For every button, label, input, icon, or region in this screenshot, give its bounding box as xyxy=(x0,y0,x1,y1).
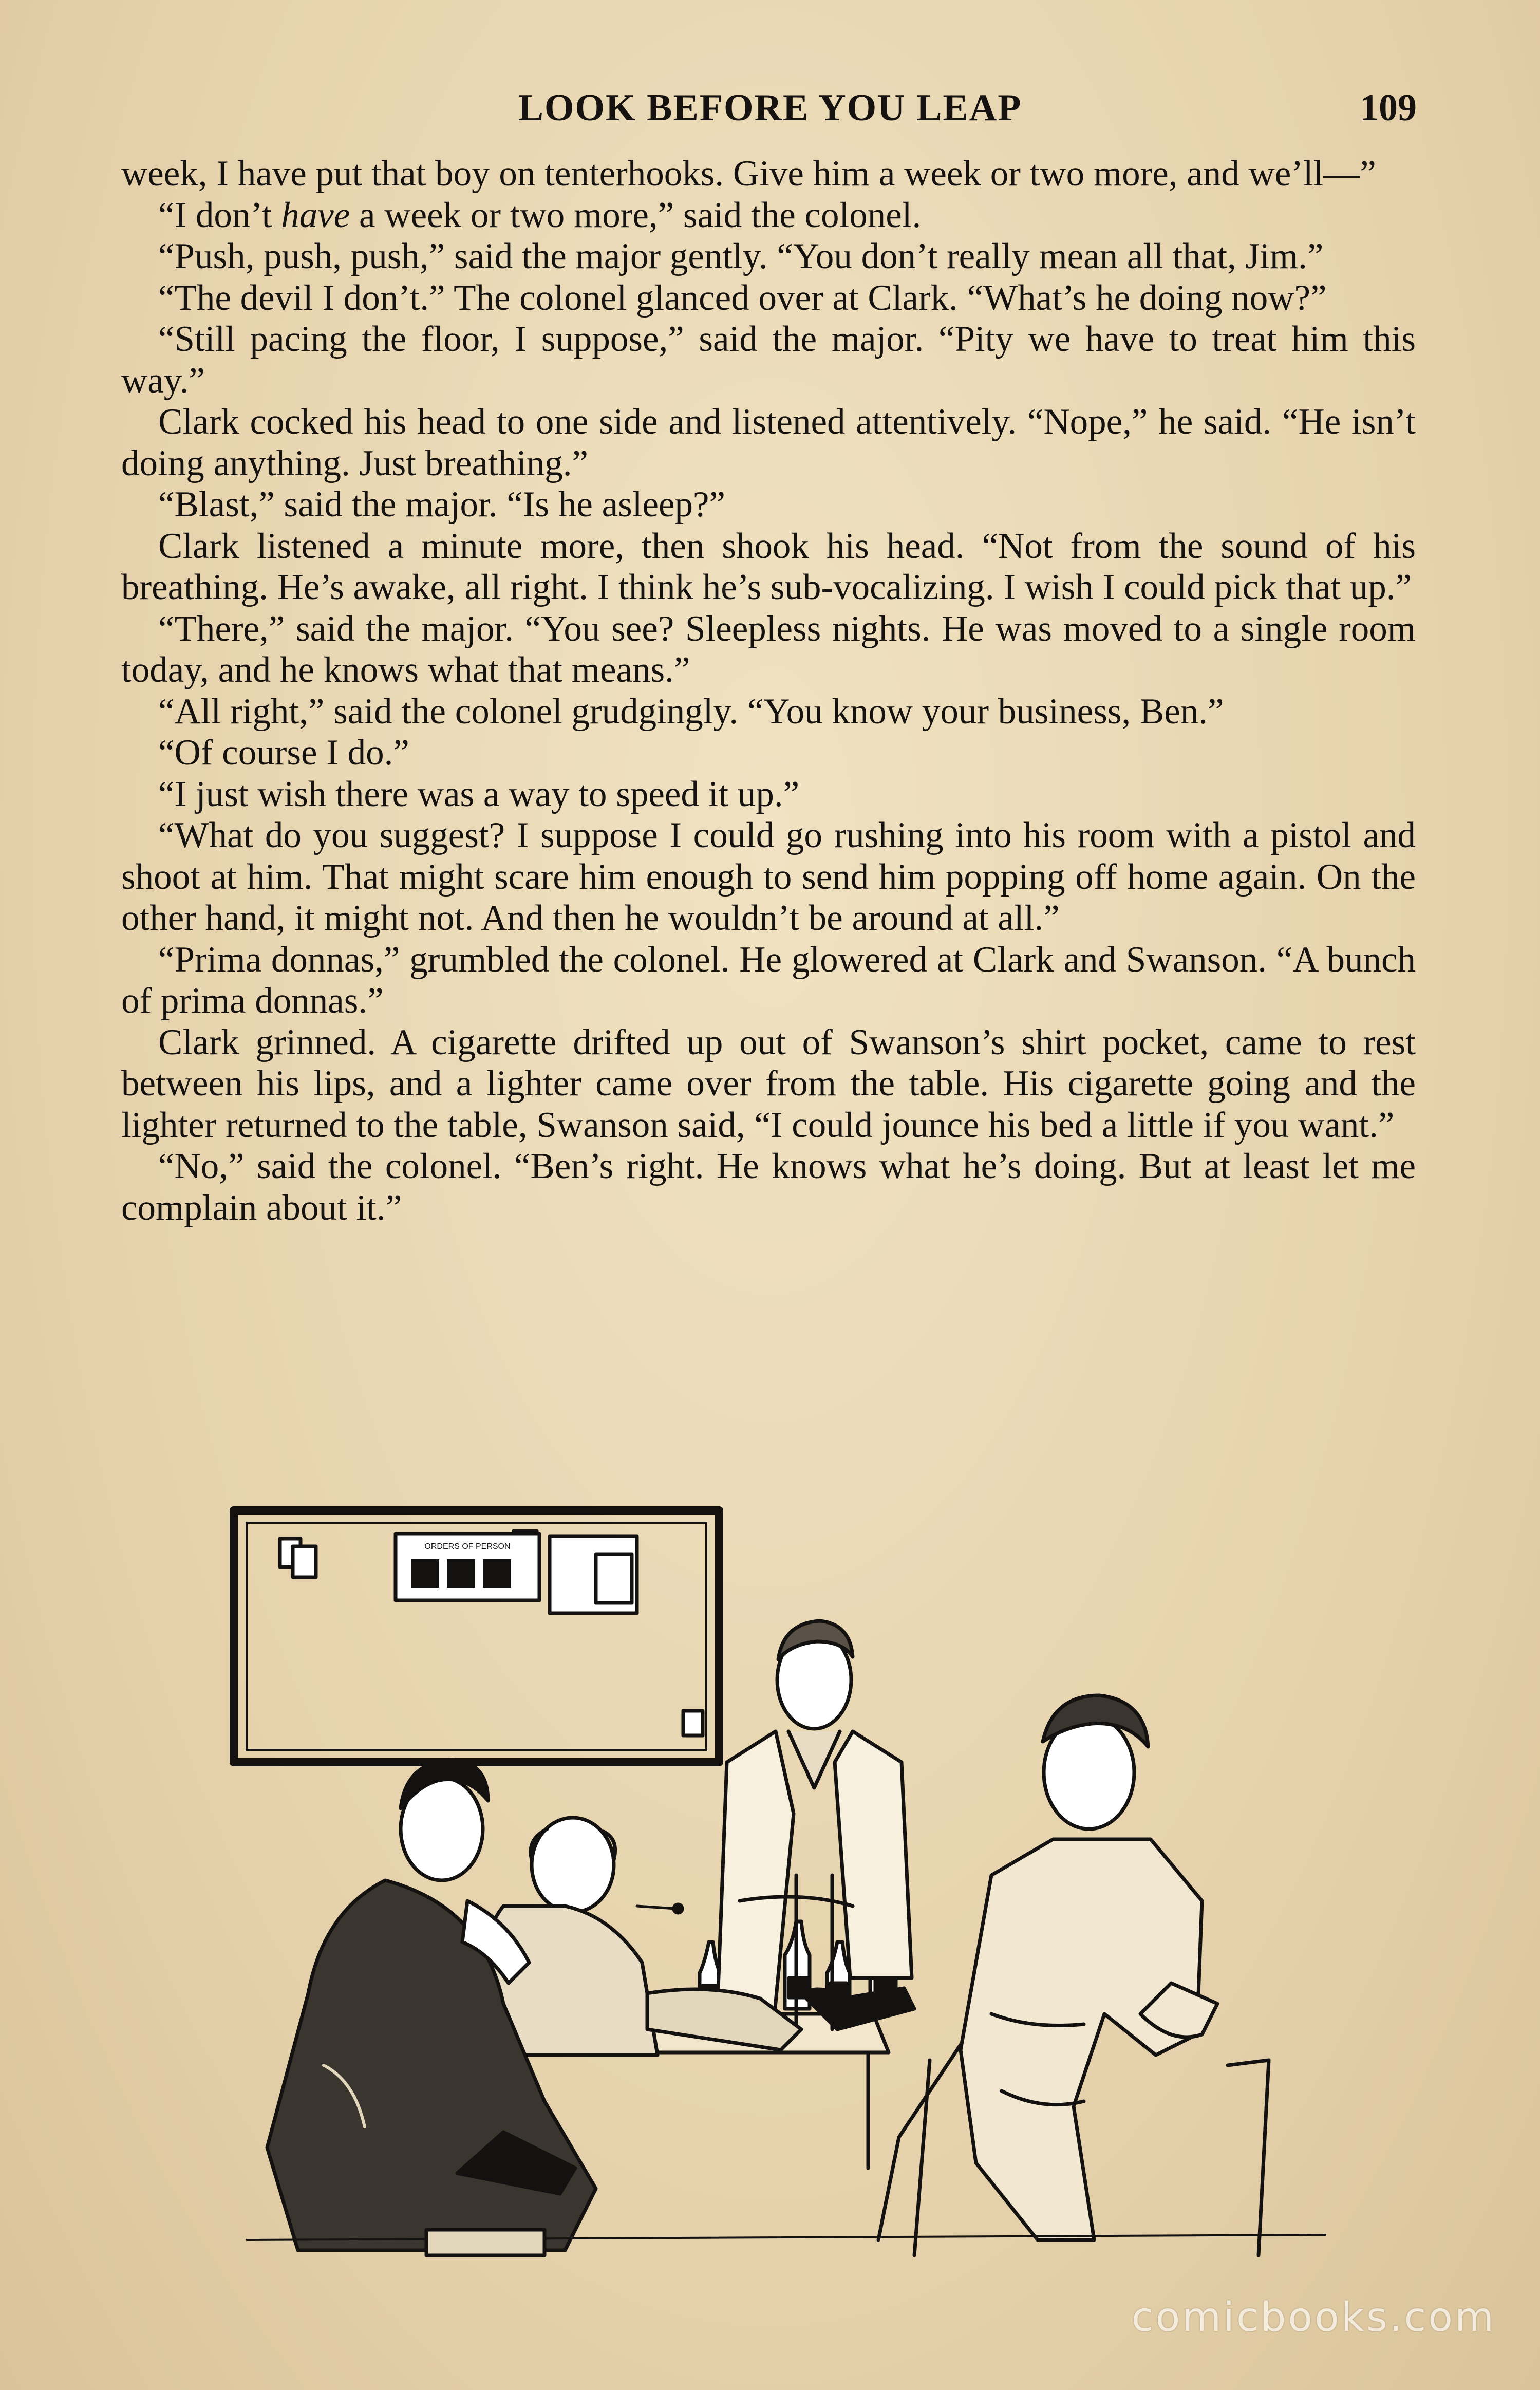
body-text xyxy=(121,153,1416,1228)
paragraph: “Blast,” said the major. “Is he asleep?” xyxy=(158,484,726,525)
paragraph: week, I have put that boy on tenterhooks. Give him a week or two more, and we’ll—” xyxy=(121,154,1376,194)
paragraph: “I just wish there was a way to speed it up.” xyxy=(158,774,800,814)
page-number: 109 xyxy=(1360,87,1417,129)
paragraph xyxy=(121,195,1416,236)
watermark: comicbooks.com xyxy=(1131,2294,1496,2341)
paragraph: “The devil I don’t.” The colonel glanced over at Clark. “What’s he doing now?” xyxy=(158,277,1327,318)
paragraph: “No,” said the colonel. “Ben’s right. He knows what he’s doing. But at least let me complain about it.” xyxy=(121,1146,1416,1228)
illustration xyxy=(170,1500,1382,2271)
paragraph: “Still pacing the floor, I suppose,” said the major. “Pity we have to treat him this way.” xyxy=(121,319,1416,401)
bulletin-notice xyxy=(396,1534,539,1600)
emphasis-text: have xyxy=(281,195,350,235)
paragraph: “Push, push, push,” said the major gently. “You don’t really mean all that, Jim.” xyxy=(158,236,1324,276)
illustration-drawing xyxy=(170,1500,1382,2271)
running-head xyxy=(123,86,1417,138)
right-seated-man-figure xyxy=(878,1695,1217,2240)
paragraph: Clark listened a minute more, then shook his head. “Not from the sound of his breathing. He’s awake, all right. I think he’s sub-vocalizing. I wish I could pick that up.” xyxy=(121,526,1416,607)
paragraph-text: a week or two more,” said the colonel. xyxy=(350,195,922,235)
paragraph: Clark cocked his head to one side and listened attentively. “Nope,” he said. “He isn’t doing anything. Just breathing.” xyxy=(121,402,1416,483)
paragraph-text: “I don’t xyxy=(158,195,281,235)
bulletin-heading: ORDERS OF PERSON xyxy=(424,1542,511,1551)
paragraph: “All right,” said the colonel grudgingly. “You know your business, Ben.” xyxy=(158,691,1224,732)
paragraph: “There,” said the major. “You see? Sleepless nights. He was moved to a single room today, and he knows what that means.” xyxy=(121,608,1416,690)
paragraph: “Of course I do.” xyxy=(158,733,409,773)
running-title: LOOK BEFORE YOU LEAP xyxy=(518,87,1022,129)
standing-man-figure xyxy=(717,1621,912,2029)
paragraph: “Prima donnas,” grumbled the colonel. He glowered at Clark and Swanson. “A bunch of prima donnas.” xyxy=(121,939,1416,1021)
paragraph: “What do you suggest? I suppose I could go rushing into his room with a pistol and shoot at him. That might scare him enough to send him popping off home again. On the other hand, it might not. And then he wouldn’t be around at all.” xyxy=(121,815,1416,938)
paragraph: Clark grinned. A cigarette drifted up out of Swanson’s shirt pocket, came to rest between his lips, and a lighter came over from the table. His cigarette going and the lighter returned to the table, Swanson said, “I could jounce his bed a little if you want.” xyxy=(121,1022,1416,1145)
